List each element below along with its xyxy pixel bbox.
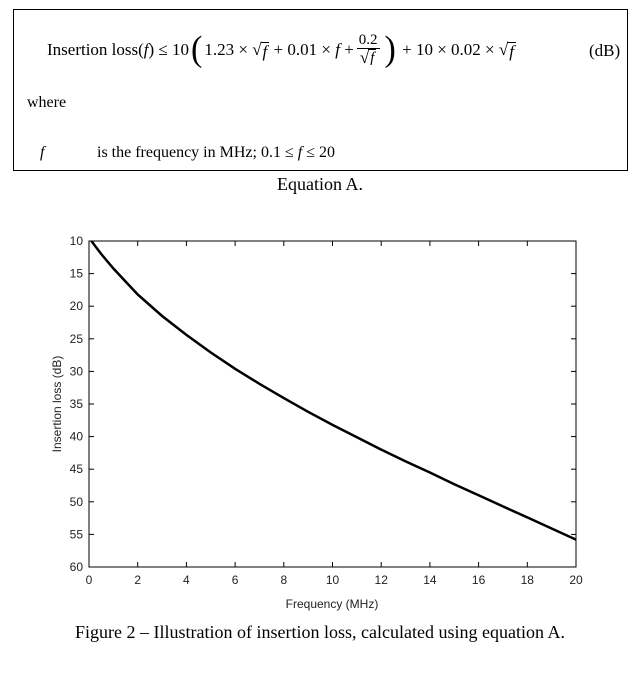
- insertion-loss-curve: [91, 241, 576, 540]
- y-tick-label: 45: [69, 462, 83, 477]
- equation-units: (dB): [589, 41, 621, 60]
- x-axis-label: Frequency (MHz): [285, 597, 379, 611]
- fraction-numerator: 0.2: [358, 32, 378, 48]
- y-tick-label: 15: [69, 266, 83, 281]
- equation-lhs: Insertion loss(: [47, 39, 144, 59]
- axis-tick-labels: [70, 234, 583, 587]
- definition-mid: ≤ 20: [306, 144, 335, 161]
- equation-plus-c: +: [344, 39, 354, 59]
- y-tick-label: 35: [69, 397, 83, 411]
- equation-rest: + 10 × 0.02 ×: [402, 39, 495, 59]
- equation-box: [13, 9, 628, 171]
- equation-formula: [47, 29, 516, 69]
- sqrt-f-2: √ f: [498, 39, 514, 61]
- axis-ticks: [89, 241, 576, 567]
- y-axis-label: Insertion loss (dB): [50, 355, 64, 453]
- y-tick-label: 25: [69, 331, 83, 346]
- x-tick-label: 8: [280, 573, 288, 587]
- equation-lhs-close: ) ≤ 10: [148, 39, 190, 59]
- x-tick-label: 18: [520, 573, 534, 587]
- x-tick-label: 4: [183, 573, 190, 587]
- x-tick-label: 10: [325, 573, 340, 587]
- variable-definition: [40, 144, 335, 162]
- plot-frame: [89, 241, 576, 567]
- equation-coef-a: 1.23 ×: [204, 39, 248, 59]
- insertion-loss-chart: [0, 220, 640, 620]
- y-tick-label: 30: [69, 364, 83, 379]
- definition-symbol: f: [40, 144, 45, 161]
- y-tick-label: 40: [69, 429, 83, 444]
- fraction-denominator: √ f: [359, 48, 375, 67]
- equation-plus-b: + 0.01 ×: [273, 39, 331, 59]
- figure-caption: Figure 2 – Illustration of insertion loss, calculated using equation A.: [75, 622, 565, 642]
- y-tick-label: 50: [69, 494, 83, 509]
- x-tick-label: 16: [471, 573, 486, 587]
- x-tick-label: 20: [569, 573, 583, 587]
- where-label: where: [27, 94, 67, 111]
- x-tick-label: 6: [231, 573, 239, 587]
- y-tick-label: 55: [69, 527, 83, 542]
- y-tick-label: 10: [69, 234, 83, 248]
- definition-var: f: [297, 144, 303, 161]
- open-paren: (: [191, 29, 203, 69]
- equation-lhs-var: f: [143, 39, 149, 59]
- equation-caption: Equation A.: [277, 174, 363, 194]
- x-tick-label: 2: [134, 573, 142, 587]
- x-tick-label: 12: [374, 573, 388, 587]
- y-tick-label: 60: [69, 560, 83, 574]
- definition-text: is the frequency in MHz; 0.1 ≤: [97, 144, 294, 161]
- y-tick-label: 20: [69, 299, 83, 314]
- fraction: [357, 32, 380, 67]
- x-tick-label: 0: [85, 573, 93, 587]
- close-paren: ): [384, 29, 396, 69]
- equation-var-f: f: [335, 39, 340, 59]
- sqrt-f-1: √ f: [252, 39, 268, 61]
- x-tick-label: 14: [423, 573, 437, 587]
